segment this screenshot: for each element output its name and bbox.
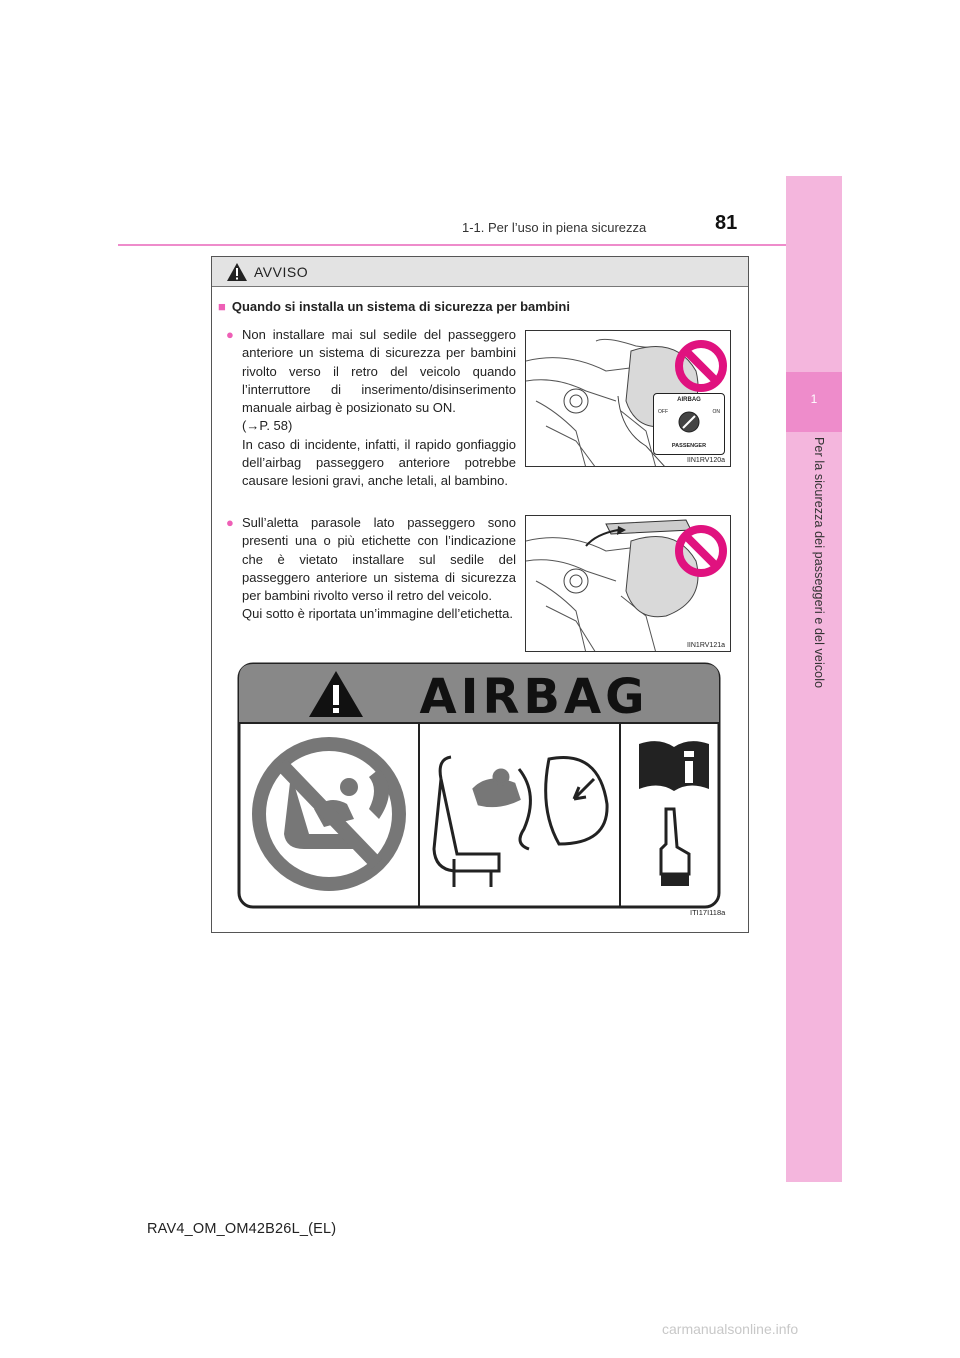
switch-label-airbag: AIRBAG: [677, 397, 701, 403]
round-bullet-icon: ●: [226, 327, 234, 342]
bullet-2-text-b: Qui sotto è riportata un’immagine dell’etichetta.: [242, 606, 513, 622]
chapter-title: Per la sicurezza dei passeggeri e del veicolo: [812, 437, 826, 689]
switch-label-off: OFF: [658, 409, 668, 415]
subheading-text: Quando si installa un sistema di sicurezza per bambini: [231, 299, 570, 314]
bullet-item-1: [226, 326, 516, 491]
bullet-1-text-a: Non installare mai sul sedile del passeggero anteriore un sistema di sicurezza per bambini rivolto verso il retro del veicolo quando l’interruttore di inserimento/disinserimento manuale airbag è posizionato su ON.: [242, 327, 516, 416]
image-code: IIN1RV121a: [686, 642, 725, 649]
image-code: IIN1RV120a: [686, 457, 725, 464]
bullet-2-text-a: Sull’aletta parasole lato passeggero sono presenti una o più etichette con l’indicazione che è vietato installare sul sedile del passeggero anteriore un sistema di sicurezza per bambini rivolto verso il retro del veicolo.: [242, 515, 516, 604]
label-image-code: ITI17I118a: [690, 908, 726, 917]
chapter-number: 1: [810, 392, 818, 406]
document-code: RAV4_OM_OM42B26L_(EL): [147, 1221, 337, 1237]
warning-subheading: [218, 299, 570, 314]
section-title: 1-1. Per l’uso in piena sicurezza: [462, 220, 647, 235]
round-bullet-icon: ●: [226, 515, 234, 530]
switch-label-on: ON: [712, 409, 720, 415]
bullet-1-text-b: In caso di incidente, infatti, il rapido gonfiaggio dell’airbag passeggero anteriore potrebbe causare lesioni gravi, anche letali, al bambino.: [242, 436, 516, 489]
square-bullet-icon: ■: [218, 299, 226, 314]
illustration-airbag-switch: [525, 330, 731, 467]
switch-label-passenger: PASSENGER: [671, 443, 707, 449]
prohibition-icon: [674, 524, 728, 578]
airbag-warning-label: [229, 659, 734, 919]
header-rule: [118, 244, 786, 246]
warning-triangle-icon: [226, 262, 248, 282]
bullet-item-2: [226, 514, 516, 624]
page-reference: (→P. 58): [242, 418, 293, 434]
page-number: 81: [715, 212, 738, 234]
key-switch-icon: [677, 410, 701, 434]
label-airbag-word: AIRBAG: [419, 669, 649, 725]
illustration-sun-visor: [525, 515, 731, 652]
airbag-switch-inset: [653, 393, 725, 455]
watermark: carmanualsonline.info: [662, 1321, 799, 1337]
prohibition-icon: [674, 339, 728, 393]
warning-title: AVVISO: [254, 264, 309, 280]
